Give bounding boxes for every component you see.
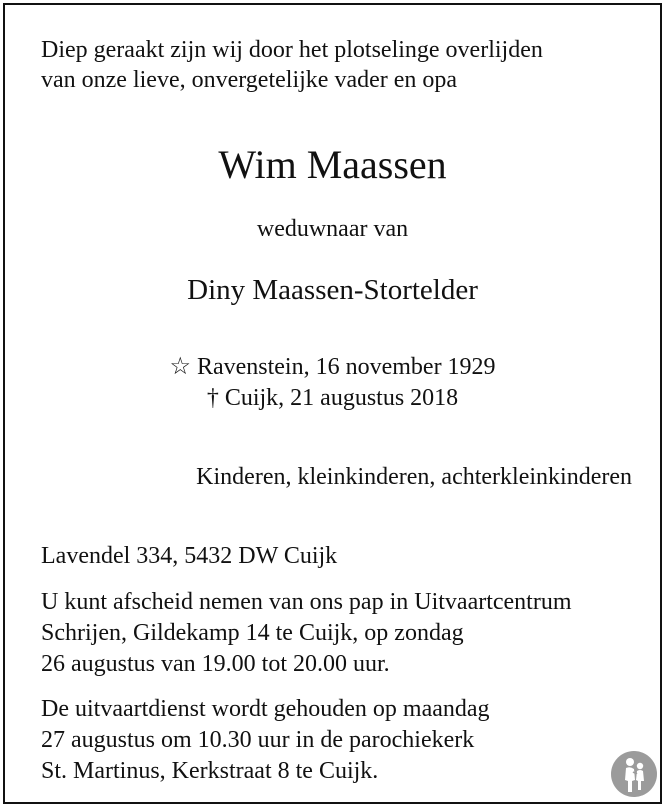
- address: Lavendel 334, 5432 DW Cuijk: [41, 543, 338, 569]
- service-line: St. Martinus, Kerkstraat 8 te Cuijk.: [41, 758, 379, 784]
- service-paragraph: [41, 694, 490, 787]
- deceased-name: Wim Maassen: [218, 142, 447, 187]
- relation-label: weduwnaar van: [256, 216, 409, 242]
- farewell-paragraph: [41, 587, 572, 680]
- spouse-name: Diny Maassen-Stortelder: [187, 274, 478, 306]
- family-signature: Kinderen, kleinkinderen, achterkleinkinderen: [196, 464, 632, 490]
- farewell-line: U kunt afscheid nemen van ons pap in Uitvaartcentrum: [41, 589, 572, 615]
- cross-icon: †: [206, 385, 219, 411]
- intro-line-1: Diep geraakt zijn wij door het plotselinge overlijden: [41, 37, 543, 63]
- farewell-line: Schrijen, Gildekamp 14 te Cuijk, op zondag: [41, 620, 464, 646]
- death-text: Cuijk, 21 augustus 2018: [224, 385, 459, 411]
- service-line: 27 augustus om 10.30 uur in de parochiekerk: [41, 727, 475, 753]
- death-line: [5, 383, 660, 413]
- obituary-card: [3, 3, 662, 804]
- birth-line: [5, 352, 660, 382]
- memorial-figures-icon: [610, 750, 658, 798]
- intro-line-2: van onze lieve, onvergetelijke vader en opa: [41, 67, 458, 93]
- farewell-line: 26 augustus van 19.00 tot 20.00 uur.: [41, 651, 390, 677]
- intro-text: [41, 35, 543, 95]
- star-icon: ☆: [169, 354, 191, 380]
- birth-text: Ravenstein, 16 november 1929: [196, 354, 496, 380]
- service-line: De uitvaartdienst wordt gehouden op maandag: [41, 696, 490, 722]
